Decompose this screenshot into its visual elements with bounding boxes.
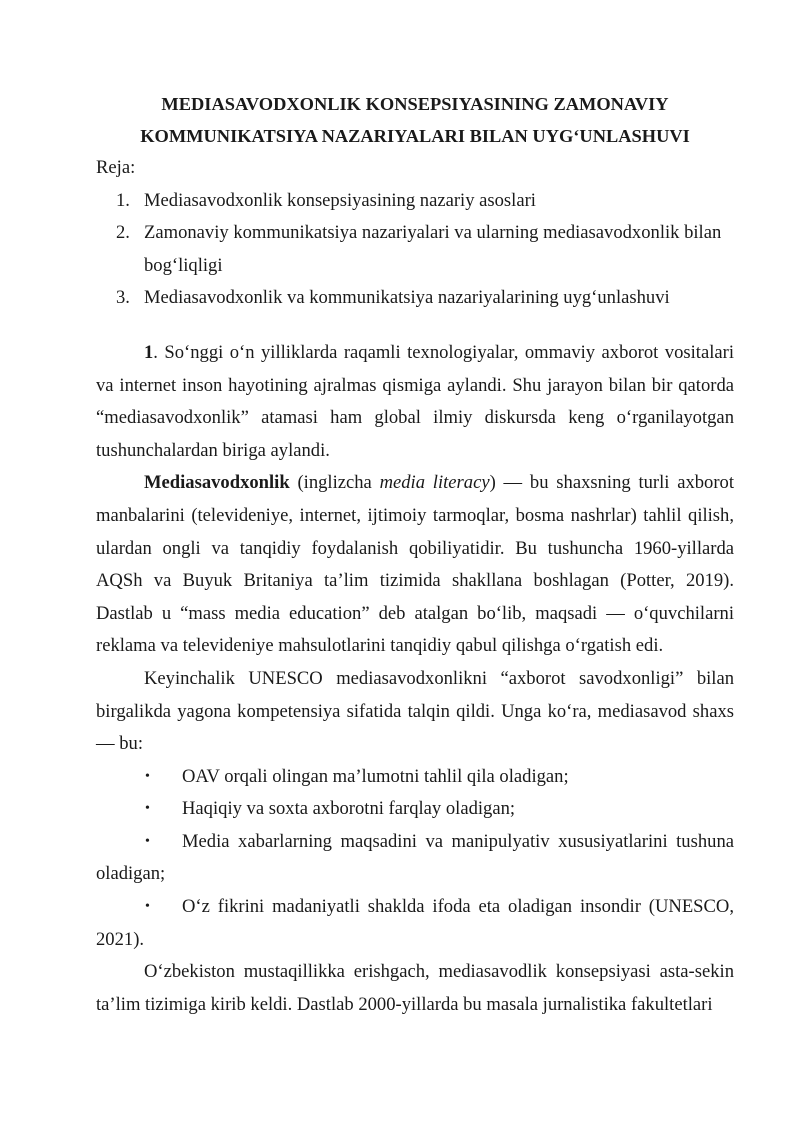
bullet-item-1 bbox=[96, 761, 734, 794]
plan-item-text: Mediasavodxonlik konsepsiyasining nazariy asoslari bbox=[144, 189, 536, 211]
bullet-text: Haqiqiy va soxta axborotni farqlay oladigan; bbox=[182, 798, 516, 820]
paragraph-1 bbox=[96, 337, 734, 467]
plan-item-3 bbox=[96, 282, 734, 315]
bullet-item-3 bbox=[96, 826, 734, 891]
bullet-icon: • bbox=[145, 899, 150, 915]
bullet-item-2 bbox=[96, 793, 734, 826]
plan-item-text: Zamonaviy kommunikatsiya nazariyalari va ularning mediasavodxonlik bilan bog‘liqligi bbox=[144, 222, 722, 276]
plan-item-text: Mediasavodxonlik va kommunikatsiya nazariyalarining uyg‘unlashuvi bbox=[144, 287, 670, 309]
paragraph-1-text: . So‘nggi o‘n yilliklarda raqamli texnologiyalar, ommaviy axborot vositalari va internet inson hayotining ajralmas qismiga aylandi. Shu jarayon bilan bir qatorda “mediasavodxonlik” atamasi ham global ilmiy diskursda keng o‘rganilayotgan tushunchalardan biriga aylandi. bbox=[96, 341, 734, 461]
bullet-text: O‘z fikrini madaniyatli shaklda ifoda eta oladigan insondir (UNESCO, 2021). bbox=[96, 896, 734, 950]
plan-item-1 bbox=[96, 185, 734, 218]
plan-item-2 bbox=[96, 217, 734, 282]
bullet-list bbox=[96, 761, 734, 957]
bullet-icon: • bbox=[145, 833, 150, 849]
paragraph-2-text: ) — bu shaxsning turli axborot manbalarini (televideniye, internet, ijtimoiy tarmoqlar, bosma nashrlar) tahlil qilish, ulardan ongli va tanqidiy foydalanish qobiliyatidir. Bu tushuncha 1960-yillarda AQSh va Buyuk Britaniya ta’lim tizimida shakllana boshlagan (Potter, 2019). Dastlab u “mass media education” deb atalgan bo‘lib, maqsadi — o‘quvchilarni reklama va televideniye mahsulotlarini tanqidiy qabul qilishga o‘rgatish edi. bbox=[96, 472, 734, 657]
paragraph-3: Keyinchalik UNESCO mediasavodxonlikni “axborot savodxonligi” bilan birgalikda yagona kompetensiya sifatida talqin qildi. Unga ko‘ra, mediasavod shaxs — bu: bbox=[96, 667, 734, 755]
bullet-text: OAV orqali olingan ma’lumotni tahlil qila oladigan; bbox=[182, 765, 569, 787]
title-line-1: MEDIASAVODXONLIK KONSEPSIYASINING ZAMONAVIY bbox=[161, 94, 669, 114]
plan-list bbox=[96, 185, 734, 315]
spacer bbox=[96, 315, 734, 337]
term-english: media literacy bbox=[379, 472, 490, 494]
paragraph-4: O‘zbekiston mustaqillikka erishgach, mediasavodlik konsepsiyasi asta-sekin ta’lim tizimiga kirib keldi. Dastlab 2000-yillarda bu masala jurnalistika fakultetlari bbox=[96, 961, 734, 1015]
document-title bbox=[96, 88, 734, 152]
section-number: 1 bbox=[144, 341, 154, 363]
plan-item-number: 3. bbox=[116, 287, 130, 309]
term-prefix: (inglizcha bbox=[289, 472, 380, 494]
term-bold: Mediasavodxonlik bbox=[144, 472, 290, 494]
title-line-2: KOMMUNIKATSIYA NAZARIYALARI BILAN UYG‘UNLASHUVI bbox=[140, 126, 690, 146]
bullet-icon: • bbox=[145, 801, 150, 817]
plan-item-number: 1. bbox=[116, 189, 130, 211]
bullet-icon: • bbox=[145, 768, 150, 784]
bullet-item-4 bbox=[96, 891, 734, 956]
plan-label: Reja: bbox=[96, 157, 136, 178]
paragraph-2 bbox=[96, 467, 734, 663]
document-body bbox=[96, 88, 734, 1021]
bullet-text: Media xabarlarning maqsadini va manipulyativ xususiyatlarini tushuna oladigan; bbox=[96, 830, 734, 885]
plan-item-number: 2. bbox=[116, 222, 130, 244]
